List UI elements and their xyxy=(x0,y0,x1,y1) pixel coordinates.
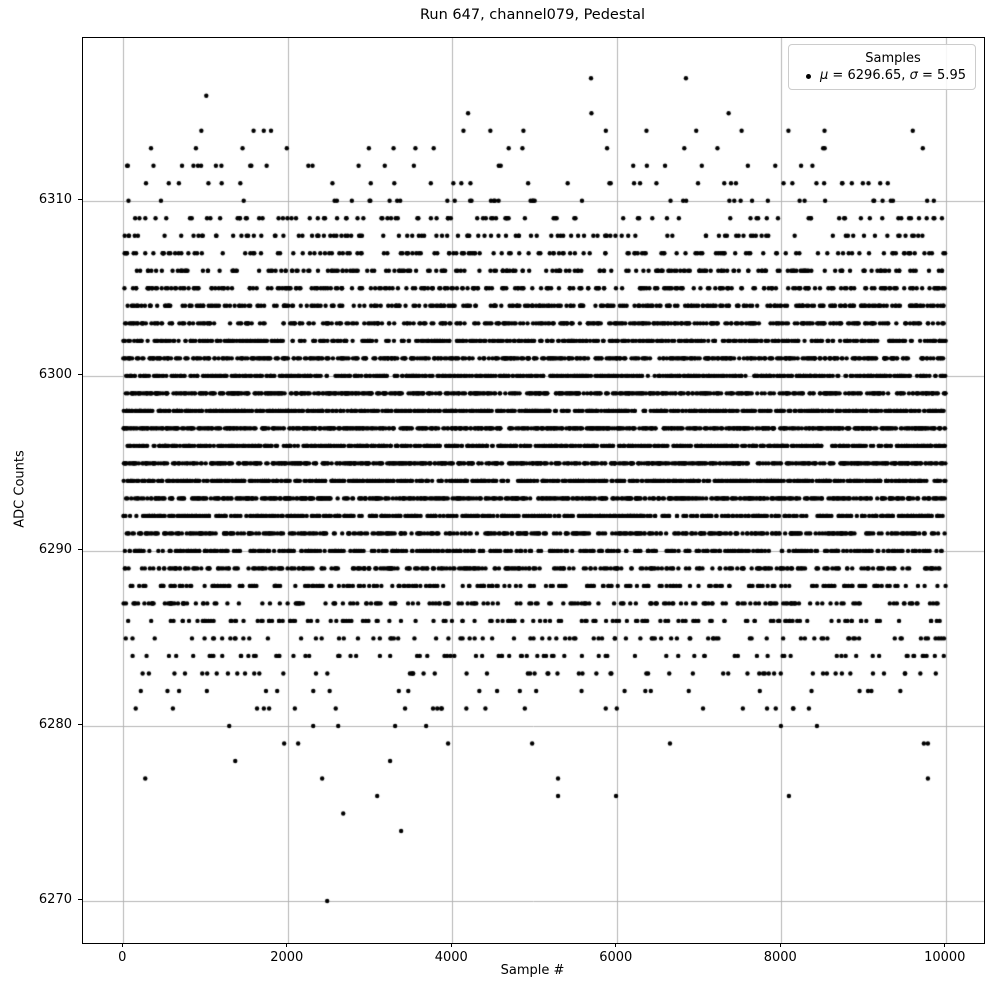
y-tick-label: 6310 xyxy=(38,191,72,207)
x-tick-mark xyxy=(780,943,781,947)
y-tick-mark xyxy=(78,199,82,200)
x-tick-label: 6000 xyxy=(599,950,633,965)
chart-title: Run 647, channel079, Pedestal xyxy=(419,7,645,23)
y-axis-label: ADC Counts xyxy=(12,450,28,528)
x-tick-mark xyxy=(944,943,945,947)
x-tick-label: 4000 xyxy=(434,950,468,965)
y-tick-mark xyxy=(78,899,82,900)
y-tick-label: 6270 xyxy=(38,891,72,907)
x-tick-label: 0 xyxy=(118,950,127,965)
legend-text xyxy=(820,50,966,84)
y-tick-label: 6300 xyxy=(38,366,72,382)
y-tick-mark xyxy=(78,374,82,375)
x-tick-label: 2000 xyxy=(270,950,304,965)
y-tick-label: 6290 xyxy=(38,541,72,557)
legend-stats: μ = 6296.65, σ = 5.95 xyxy=(820,68,966,83)
x-tick-mark xyxy=(286,943,287,947)
legend-series-label: Samples xyxy=(865,51,921,66)
x-tick-label: 10000 xyxy=(924,950,966,965)
x-axis-label: Sample # xyxy=(500,963,565,978)
legend xyxy=(788,44,976,90)
x-tick-mark xyxy=(615,943,616,947)
y-tick-mark xyxy=(78,724,82,725)
legend-marker-column xyxy=(796,74,820,79)
x-tick-label: 8000 xyxy=(763,950,797,965)
y-tick-label: 6280 xyxy=(38,716,72,732)
y-tick-mark xyxy=(78,549,82,550)
x-tick-mark xyxy=(122,943,123,947)
legend-marker-dot xyxy=(806,74,811,79)
x-tick-mark xyxy=(451,943,452,947)
scatter-canvas xyxy=(83,38,984,943)
plot-area xyxy=(82,37,985,944)
